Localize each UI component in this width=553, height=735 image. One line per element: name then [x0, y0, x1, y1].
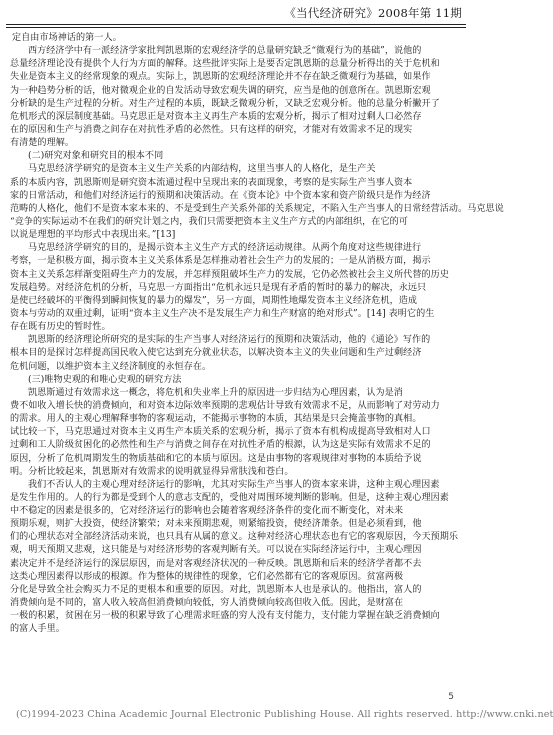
text-line: 危机形式的深层制度基础。马克思正是对资本主义再生产本质的宏观分析，揭示了相对过剩人口必然存 [10, 111, 422, 122]
text-line: 是使已经破坏的平衡得到瞬间恢复的暴力的爆发”，另一方面，周期性地爆发资本主义经济危机，造成 [10, 295, 418, 306]
text-line: 我们不否认人的主观心理对经济运行的影响，尤其对实际生产当事人的资本家来讲，这种主观心理因素 [28, 479, 440, 490]
journal-title: 《当代经济研究》2008年第 11期 [284, 6, 462, 20]
header-rule-thin [6, 24, 466, 25]
text-line: 失业是资本主义的经常现象的观点。实际上，凯恩斯的宏观经济理论并不存在缺乏微观行为基础，如果作 [10, 72, 431, 83]
text-line: 试比较一下，马克思通过对资本主义再生产本质关系的宏观分析，揭示了资本有机构成提高导致相对人口 [10, 427, 431, 438]
copyright-footer: (C)1994-2023 China Academic Journal Electronic Publishing House. All rights reserved. http://www.cnki.net [16, 709, 553, 720]
text-line: 以说是理想的平均形式中表现出来。”[13] [10, 230, 176, 241]
text-line: 在的原因和生产与消费之间存在对抗性矛盾的必然性。只有这样的研究，才能对有效需求不足的现实 [10, 124, 413, 135]
text-line: 中不稳定的因素是很多的，它对经济运行的影响也会随着客观经济条件的变化而不断变化，对未来 [10, 506, 404, 517]
text-line: 总量经济理论没有提供个人行为方面的解释。这些批评实际上是要否定凯恩斯的总量分析得出的关于危机和 [10, 59, 440, 70]
text-line: 根本目的是探讨怎样提高国民收入使它达到充分就业状态，以解决资本主义的失业问题和生产过剩经济 [10, 348, 422, 359]
section-heading: (二)研究对象和研究目的根本不同 [28, 151, 164, 162]
text-line: 马克思经济学研究的是资本主义生产关系的内部结构，这里当事人的人格化，是生产关 [28, 164, 376, 175]
text-line: 有清楚的理解。 [10, 138, 75, 149]
section-heading: (三)唯物史观的和唯心史观的研究方法 [28, 374, 182, 385]
text-line: 发展趋势。对经济危机的分析，马克思一方面指出“危机永远只是现有矛盾的暂时的暴力的解决，永远只 [10, 282, 427, 293]
text-line: 的富人手里。 [10, 624, 65, 635]
header-rule-thick [6, 27, 466, 28]
text-line: 费不如收入增长快的消费倾向，和对资本边际效率预期的悲观估计导致有效需求不足，从而影响了对劳动力 [10, 400, 440, 411]
text-line: 是发生作用的。人的行为都是受到个人的意志支配的，受他对周围环境判断的影响。但是，这种主观心理因素 [10, 492, 449, 503]
text-line: 消费倾向是不同的，富人收入较高但消费倾向较低，穷人消费倾向较高但收入低。因此，是财富在 [10, 598, 404, 609]
text-line: 家的日常活动，和他们对经济运行的预期和决策活动。在《资本论》中个资本家和资产阶级只是作为经济 [10, 190, 431, 201]
text-line: “竞争的实际运动不在我们的研究计划之内，我们只需要把资本主义生产方式的内部组织，在它的可 [10, 216, 408, 227]
text-line: 明。分析比较起来，凯恩斯对有效需求的说明就显得异常肤浅和苍白。 [10, 466, 294, 477]
text-line: 素决定并不是经济运行的深层原因，而是对客观经济状况的一种反映。凯恩斯和后来的经济学者都不去 [10, 558, 422, 569]
text-line: 资本与劳动的双重过剩，证明“资本主义生产决不是发展生产力和生产财富的绝对形式”。[14] 表明它的生 [10, 308, 435, 319]
text-line: 一极的积累，贫困在另一极的积累导致了心理需求旺盛的穷人没有支付能力，支付能力掌握在缺乏消费倾向 [10, 611, 440, 622]
text-line: 凯恩斯通过有效需求这一概念，将危机和失业率上升的原因进一步归结为心理因素，认为是消 [28, 387, 403, 398]
text-line: 这类心理因素得以形成的根源。作为整体的规律性的现象，它们必然都有它的客观原因。贫富两极 [10, 571, 404, 582]
text-line: 们的心理状态对全部经济活动来说，也只具有从属的意义。这种对经济心理状态也有它的客观原因，今天预期乐 [10, 532, 459, 543]
text-line: 分析缺的是生产过程的分析。对生产过程的本质，既缺乏微观分析，又缺乏宏观分析。他的总量分析撇开了 [10, 98, 440, 109]
text-line: 的需求。用人的主观心理解释事物的客观运动，不能揭示事物的本质，其结果是只会掩盖事物的真相。 [10, 414, 422, 425]
text-line: 马克思经济学研究的目的，是揭示资本主义生产方式的经济运动规律。从两个角度对这些规律进行 [28, 243, 422, 254]
text-line: 定自由市场神话的第一人。 [12, 33, 122, 43]
text-line: 系的本质内容，凯恩斯则是研究资本流通过程中呈现出来的表面现象，考察的是实际生产当事人资本 [10, 177, 413, 188]
article-body [10, 32, 504, 692]
text-line: 危机问题，以维护资本主义经济制度的永恒存在。 [10, 361, 212, 372]
text-line: 过剩和工人阶级贫困化的必然性和生产与消费之间存在对抗性矛盾的根源，认为这是实际有效需求不足的 [10, 440, 431, 451]
text-line: 凯恩斯的经济理论所研究的是实际的生产当事人对经济运行的预期和决策活动，他的《通论》写作的 [28, 335, 431, 346]
text-line: 范畴的人格化，他们不是资本家本来的、不是受到生产关系外部的关系规定，不陷入生产当事人的日常经营活动。马克思说 [10, 203, 504, 214]
text-line: 资本主义关系怎样渐变阻碍生产力的发展，并怎样预阻破坏生产力的发展，它仍必然被社会主义所代替的历史 [10, 269, 449, 280]
page-number: 5 [448, 692, 454, 702]
text-line: 存在既有历史的暂时性。 [10, 322, 111, 333]
text-line: 考察，一是积极方面，揭示资本主义关系体系是怎样推动着社会生产力的发展的；一是从消极方面，揭示 [10, 256, 431, 267]
page-header [0, 0, 474, 30]
text-line: 原因，分析了危机周期发生的物质基础和它的本质与原因。这是由事物的客观规律对事物的本质给予说 [10, 453, 422, 464]
text-line: 预期乐观，则扩大投资，使经济繁荣；对未来预期悲观，则紧缩投资，使经济萧条。但是必须看到，他 [10, 519, 422, 530]
text-line: 西方经济学中有一派经济学家批判凯恩斯的宏观经济学的总量研究缺乏“微观行为的基础”，说他的 [28, 46, 422, 57]
text-line: 分化是导致全社会购买力不足的更根本和重要的原因。对此，凯恩斯本人也是承认的。他指出，富人的 [10, 584, 422, 595]
text-line: 观，明天预期又悲观，这只能是与对经济形势的客观判断有关。可以说在实际经济运行中，主观心理因 [10, 545, 422, 556]
text-line: 为一种趋势分析的话，他对微观企业的自发活动导致宏观失调的研究，应当是他的创意所在。凯恩斯宏观 [10, 85, 431, 96]
